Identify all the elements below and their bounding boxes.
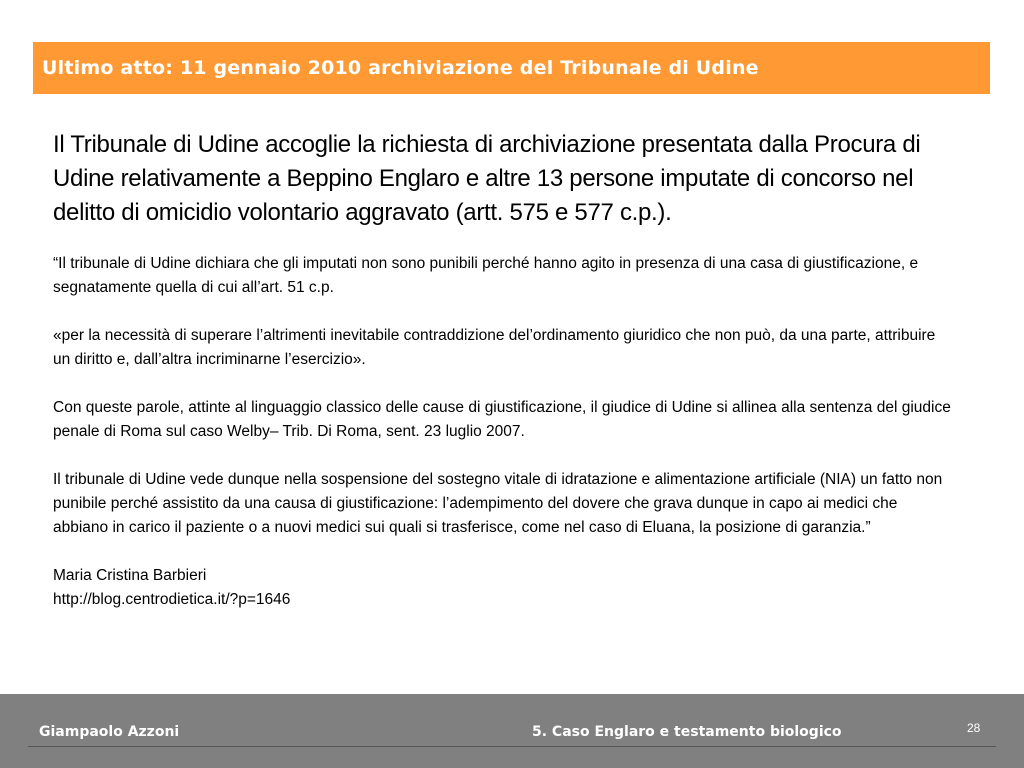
footer-section-title: 5. Caso Englaro e testamento biologico <box>532 724 842 740</box>
slide-title-bar <box>33 42 990 94</box>
footer-presenter: Giampaolo Azzoni <box>39 724 180 740</box>
slide-content <box>53 128 953 612</box>
quote-paragraph-2: «per la necessità di superare l’altrimenti inevitabile contraddizione del’ordinamento giuridico che non può, da una parte, attribuire un diritto e, dall’altra incriminarne l’esercizio». <box>53 327 936 368</box>
author-name: Maria Cristina Barbieri <box>53 567 207 584</box>
page-number: 28 <box>967 721 981 735</box>
source-link[interactable]: http://blog.centrodietica.it/?p=1646 <box>53 591 291 608</box>
footer-divider <box>28 746 996 747</box>
quote-paragraph-4: Il tribunale di Udine vede dunque nella sospensione del sostegno vitale di idratazione e alimentazione artificiale (NIA) un fatto non punibile perché assistito da una causa di giustificazione: l’adempimento del dovere che grava dunque in capo ai medici che abbiano in carico il paziente o a nuovi medici sui quali si trasferisce, come nel caso di Eluana, la posizione di garanzia.” <box>53 471 943 536</box>
slide-footer <box>0 694 1024 768</box>
quote-paragraph-1: “Il tribunale di Udine dichiara che gli imputati non sono punibili perché hanno agito in presenza di una casa di giustificazione, e segnatamente quella di cui all’art. 51 c.p. <box>53 255 919 296</box>
slide-title: Ultimo atto: 11 gennaio 2010 archiviazione del Tribunale di Udine <box>42 57 759 79</box>
quote-paragraph-3: Con queste parole, attinte al linguaggio classico delle cause di giustificazione, il giudice di Udine si allinea alla sentenza del giudice penale di Roma sul caso Welby– Trib. Di Roma, sent. 23 luglio 2007. <box>53 399 951 440</box>
lead-paragraph: Il Tribunale di Udine accoglie la richiesta di archiviazione presentata dalla Procura di Udine relativamente a Beppino Englaro e altre 13 persone imputate di concorso nel delitto di omicidio volontario aggravato (artt. 575 e 577 c.p.). <box>53 131 921 226</box>
